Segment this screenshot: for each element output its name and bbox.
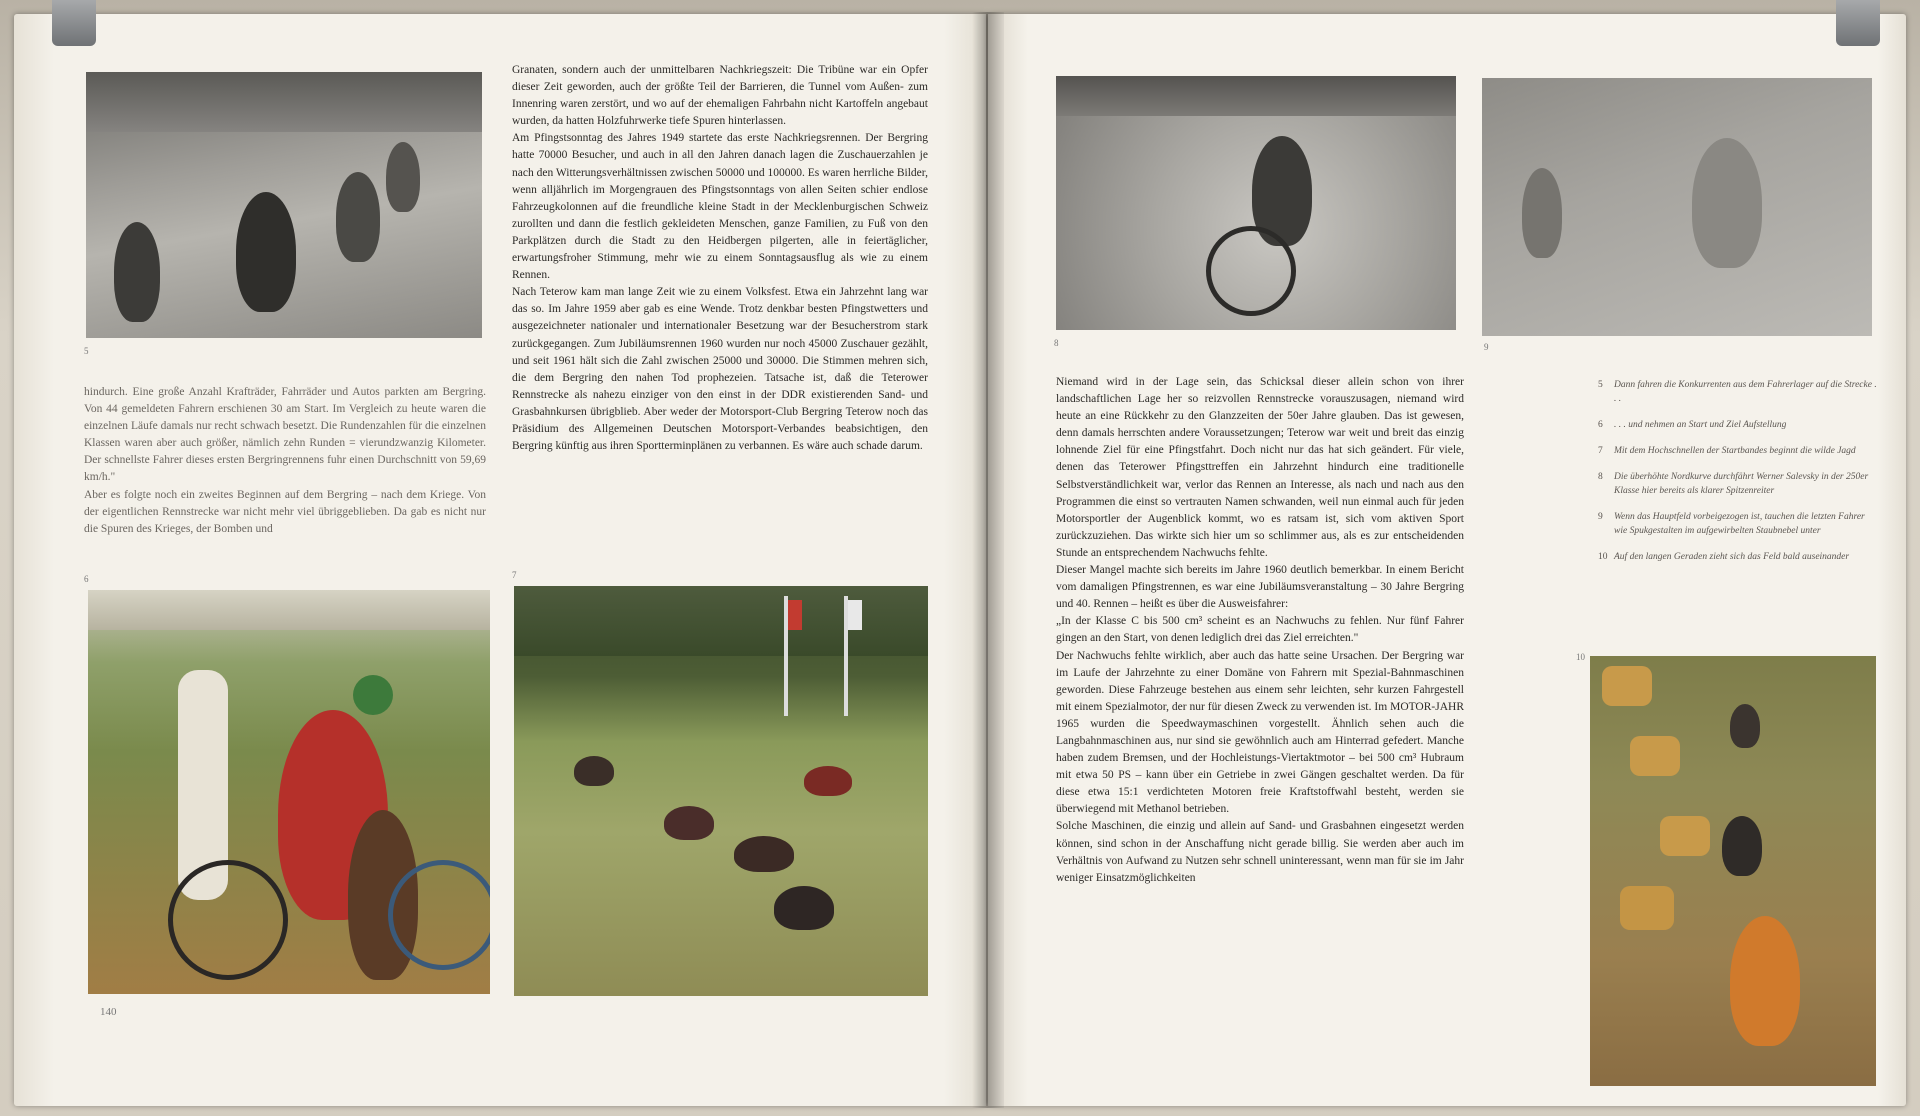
photo-10-color-straight bbox=[1590, 656, 1876, 1086]
left-text-column-b bbox=[512, 62, 928, 455]
figure-captions bbox=[1598, 378, 1880, 576]
photo-7-color-start bbox=[514, 586, 928, 996]
caption-item bbox=[1598, 510, 1880, 538]
figure-number-10: 10 bbox=[1576, 652, 1585, 662]
left-text-column-a bbox=[84, 384, 486, 538]
page-clip-left bbox=[52, 0, 96, 46]
caption-item bbox=[1598, 418, 1880, 432]
photo-8-bw-north-curve bbox=[1056, 76, 1456, 330]
page-clip-right bbox=[1836, 0, 1880, 46]
figure-number-5: 5 bbox=[84, 346, 89, 356]
figure-number-8: 8 bbox=[1054, 338, 1059, 348]
caption-item bbox=[1598, 470, 1880, 498]
caption-item bbox=[1598, 550, 1880, 564]
paragraph: Niemand wird in der Lage sein, das Schicksal dieser allein schon von ihrer landschaftlichen Lage her so reizvollen Rennstrecke vorauszusagen, niemand wird heute an eine Rückkehr zu den Glanzzeiten der 50er Jahre glauben. Das ist gewesen, denn damals herrschten andere Voraussetzungen; Teterow war weit und breit das einzig lohnende Ziel für eine Pfingstfahrt. Doch nicht nur das hat sich geändert. Für viele, denen das Teterower Pfingsttreffen ein Jahrzehnt hindurch eine traditionelle Selbstverständlichkeit war, verlor das Rennen an Interesse, als nach und nach aus den Programmen die einst so vertrauten Namen schwanden, weil nun einmal auch für jeden Motorsportler der Augenblick kommt, wo es ratsam ist, sich vom aktiven Sport zurückzuziehen. Das wirkte sich hier um so schlimmer aus, als es zur entscheidenden Stunde an entsprechendem Nachwuchs fehlte. bbox=[1056, 376, 1464, 559]
caption-item bbox=[1598, 444, 1880, 458]
paragraph: hindurch. Eine große Anzahl Krafträder, Fahrräder und Autos parkten am Bergring. Von 44 gemeldeten Fahrern erschienen 30 am Start. Im Vergleich zu heute waren die einzelnen Läufe damals nur recht schwach besetzt. Die Rundenzahlen für die einzelnen Klassen waren aber auch größer, nämlich zehn Runden = vierundzwanzig Kilometer. Der schnellste Fahrer dieses ersten Bergringrennens fuhr einen Durchschnitt von 59,69 km/h." bbox=[84, 386, 486, 484]
caption-text: Dann fahren die Konkurrenten aus dem Fahrerlager auf die Strecke . . . bbox=[1614, 380, 1877, 404]
paragraph: Am Pfingstsonntag des Jahres 1949 startete das erste Nachkriegsrennen. Der Bergring hatte 70000 Besucher, und auch in all den Jahren danach lagen die Zuschauerzahlen je nach den Witterungsverhältnissen zwischen 50000 und 100000. Es waren herrliche Bilder, wenn alljährlich im Morgengrauen des Pfingstsonntags von allen Seiten schier endlose Fahrzeugkolonnen auf die freundliche kleine Stadt in der Mecklenburgischen Schweiz zurollten und dann die festlich gekleideten Menschen, ganze Familien, zu Fuß von den Parkplätzen durch die Stadt zu den Heidbergen pilgerten, alle in feiertäglicher, erwartungsfroher Stimmung, mehr wie zu einem Sonntagsausflug als wie zu einem Rennen. bbox=[512, 132, 928, 282]
paragraph: Aber es folgte noch ein zweites Beginnen auf dem Bergring – nach dem Kriege. Von der eigentlichen Rennstrecke war nicht mehr viel übriggeblieben. Da gab es nicht nur die Spuren des Krieges, der Bomben und bbox=[84, 488, 486, 535]
caption-number: 10 bbox=[1598, 552, 1608, 562]
photo-6-color-paddock bbox=[88, 590, 490, 994]
photo-5-bw-riders bbox=[86, 72, 482, 338]
caption-text: Die überhöhte Nordkurve durchfährt Werner Salevsky in der 250er Klasse hier bereits als klarer Spitzenreiter bbox=[1614, 472, 1869, 496]
right-text-column bbox=[1056, 374, 1464, 887]
figure-number-9: 9 bbox=[1484, 342, 1489, 352]
paragraph: Granaten, sondern auch der unmittelbaren Nachkriegszeit: Die Tribüne war ein Opfer dieser Zeit geworden, auch der größte Teil der Barrieren, die Tunnel vom Außen- zum Innenring waren zerstört, und wo auf der ehemaligen Fahrbahn nicht Kartoffeln angebaut wurden, da hatten Holzfuhrwerke tiefe Spuren hinterlassen. bbox=[512, 64, 928, 128]
caption-number: 7 bbox=[1598, 446, 1603, 456]
photo-9-bw-dust bbox=[1482, 78, 1872, 336]
page-number-left: 140 bbox=[100, 1006, 117, 1018]
figure-number-6: 6 bbox=[84, 574, 89, 584]
caption-number: 6 bbox=[1598, 420, 1603, 430]
paragraph: Solche Maschinen, die einzig und allein auf Sand- und Grasbahnen eingesetzt werden können, sind schon in der Anschaffung nicht gerade billig. Sie werden aber auch im Verhältnis von Aufwand zu Nutzen sehr schnell uninteressant, wenn man für sie im Jahr weniger Einsatzmöglichkeiten bbox=[1056, 820, 1464, 884]
paragraph: Nach Teterow kam man lange Zeit wie zu einem Volksfest. Etwa ein Jahrzehnt lang war das so. Im Jahre 1959 aber gab es eine Wende. Trotz denkbar besten Pfingstwetters und ausgezeichneter nationaler und internationaler Besetzung war der Besucherstrom stark zurückgegangen. Zum Jubiläumsrennen 1960 wurden nur noch 45000 Zuschauer gezählt, und seit 1961 hält sich die Zahl zwischen 25000 und 30000. Die Stimmen mehren sich, die dem Bergring den nahen Tod prophezeien. Tatsache ist, daß die Teterower Rennstrecke als nahezu einziger von den einst in der DDR existierenden Sand- und Grasbahnkursen übrigblieb. Aber weder der Motorsport-Club Bergring Teterow noch das Präsidium des Allgemeinen Deutschen Motorsport-Verbandes beabsichtigen, den Bergring künftig aus ihren Sportterminplänen zu verbannen. Es wäre auch schade darum. bbox=[512, 286, 928, 453]
caption-number: 9 bbox=[1598, 512, 1603, 522]
paragraph: Der Nachwuchs fehlte wirklich, aber auch das hatte seine Ursachen. Der Bergring war im Laufe der Jahrzehnte zu einer Domäne von Fahrern mit Spezial-Bahnmaschinen geworden. Diese Fahrzeuge bestehen aus einem sehr leichten, sehr kurzen Fahrgestell mit einem Spezialmotor, der nur für diesen Zweck zu verwenden ist. Im MOTOR-JAHR 1965 wurden die Speedwaymaschinen vorgestellt. Ähnlich sehen auch die Langbahnmaschinen aus, nur sind sie gewöhnlich auch am Hinterrad gefedert. Manche haben zudem Bremsen, und der Hochleistungs-Viertaktmotor – bei 500 cm³ Hubraum mit etwa 50 PS – kann über ein Getriebe in zwei Gängen geschaltet werden. Da für diese etwa 15:1 verdichteten Motoren freie Kraftstoffwahl besteht, werden sie überwiegend mit Methanol betrieben. bbox=[1056, 649, 1464, 816]
book-gutter bbox=[972, 12, 1004, 1108]
caption-text: Mit dem Hochschnellen der Startbandes beginnt die wilde Jagd bbox=[1614, 446, 1856, 456]
caption-number: 5 bbox=[1598, 380, 1603, 390]
caption-number: 8 bbox=[1598, 472, 1603, 482]
figure-number-7: 7 bbox=[512, 570, 517, 580]
caption-text: Auf den langen Geraden zieht sich das Feld bald auseinander bbox=[1614, 552, 1850, 562]
paragraph: „In der Klasse C bis 500 cm³ scheint es an Nachwuchs zu fehlen. Nur fünf Fahrer gingen an den Start, von denen lediglich drei das Ziel erreichten." bbox=[1056, 615, 1464, 645]
paragraph: Dieser Mangel machte sich bereits im Jahre 1960 deutlich bemerkbar. In einem Bericht vom damaligen Pfingstrennen, es war eine Jubiläumsveranstaltung – 30 Jahre Bergring und 40. Rennen – heißt es über die Ausweisfahrer: bbox=[1056, 564, 1464, 611]
caption-text: Wenn das Hauptfeld vorbeigezogen ist, tauchen die letzten Fahrer wie Spukgestalten im aufgewirbelten Staubnebel unter bbox=[1614, 512, 1865, 536]
caption-text: . . . und nehmen an Start und Ziel Aufstellung bbox=[1614, 420, 1787, 430]
caption-item bbox=[1598, 378, 1880, 406]
